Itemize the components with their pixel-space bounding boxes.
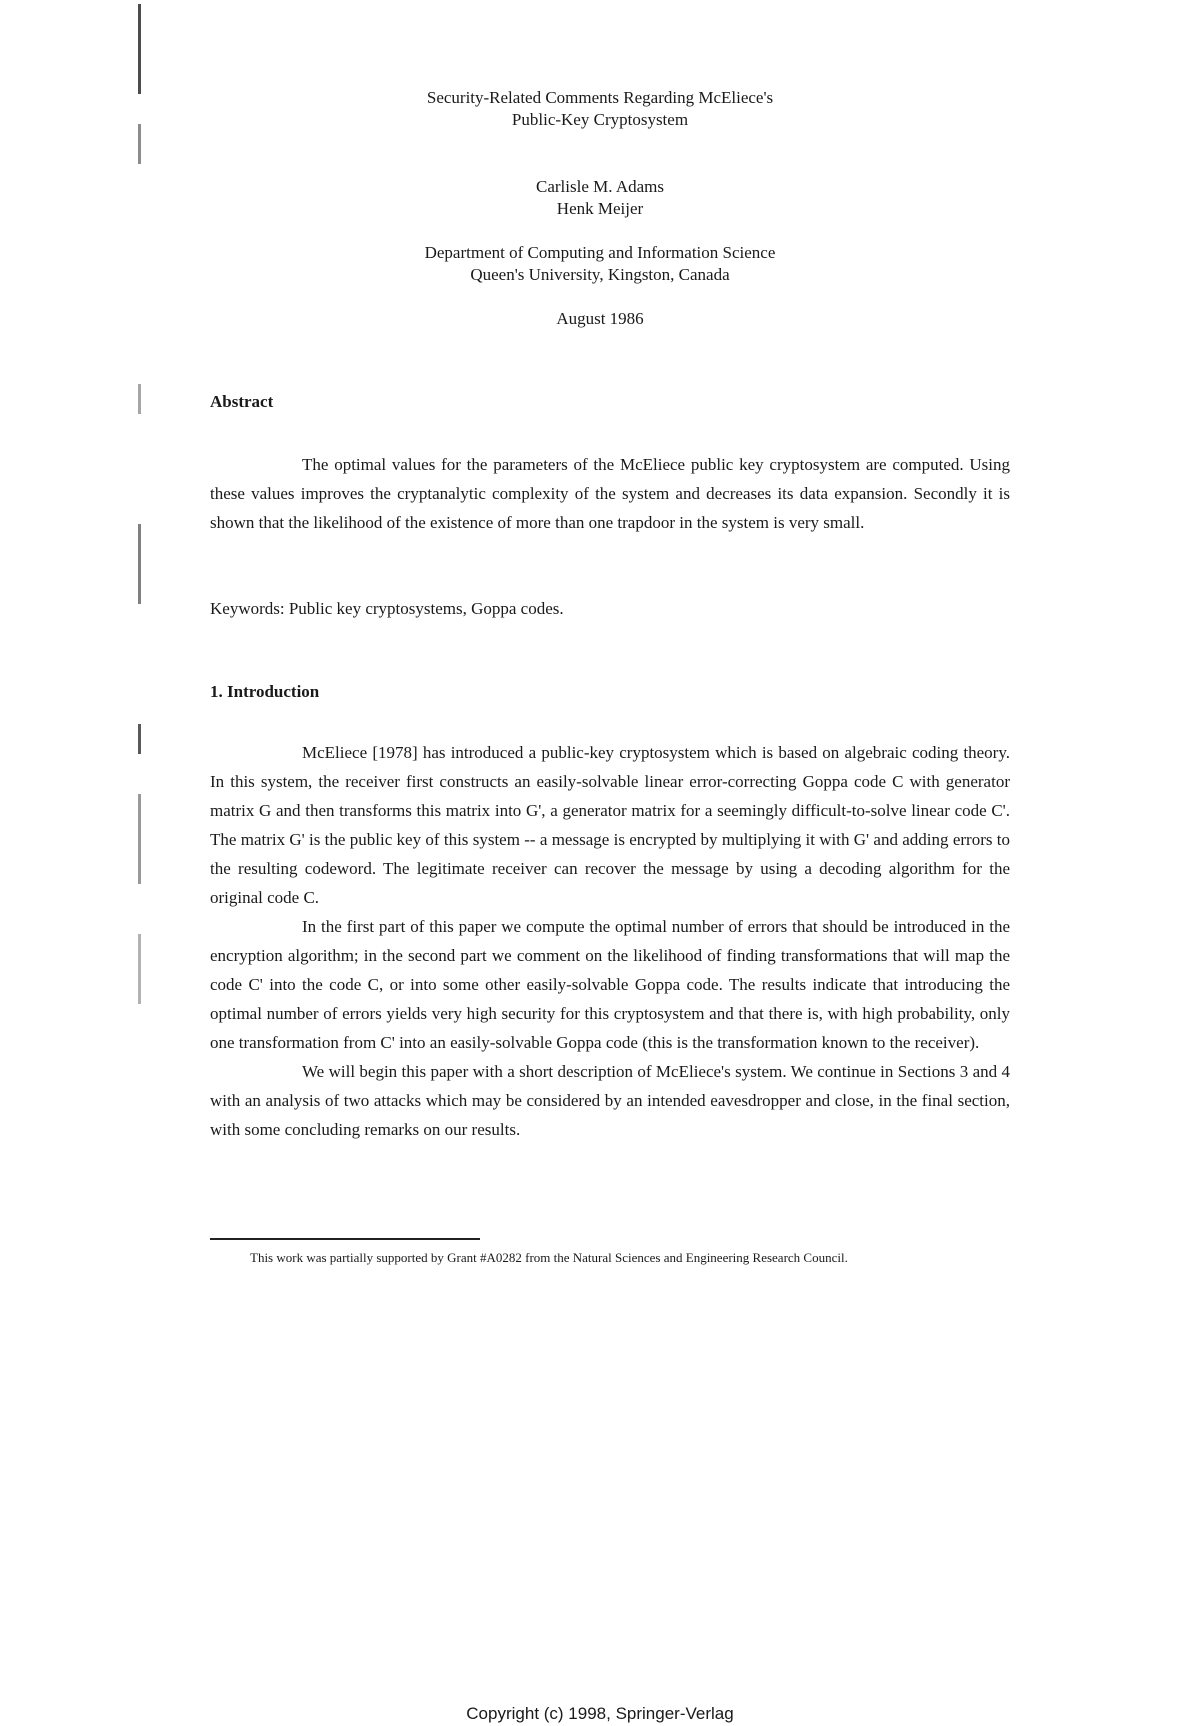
scan-edge-artifact	[138, 4, 141, 1084]
title-line-2: Public-Key Cryptosystem	[511, 110, 689, 129]
intro-paragraph-3: We will begin this paper with a short description of McEliece's system. We continue in Sections 3 and 4 with an analysis of two attacks which may be considered by an intended eavesdropper and close, in the final section, with some concluding remarks on our results.	[210, 1062, 1010, 1139]
paper-date: August 1986	[556, 309, 644, 328]
abstract-text: The optimal values for the parameters of the McEliece public key cryptosystem are computed. Using these values improves the cryptanalytic complexity of the system and decreases its data expansion. Secondly it is shown that the likelihood of the existence of more than one trapdoor in the system is very small.	[210, 455, 1010, 532]
abstract-heading: Abstract	[210, 392, 274, 411]
affiliation-line-2: Queen's University, Kingston, Canada	[470, 265, 730, 284]
intro-paragraph-2: In the first part of this paper we compute the optimal number of errors that should be introduced in the encryption algorithm; in the second part we comment on the likelihood of finding transformations that will map the code C' into the code C, or into some other easily-solvable Goppa code. The results indicate that introducing the optimal number of errors yields very high security for this cryptosystem and that there is, with high probability, only one transformation from C' into an easily-solvable Goppa code (this is the transformation known to the receiver).	[210, 917, 1010, 1052]
title-line-1: Security-Related Comments Regarding McEliece's	[426, 88, 774, 107]
footnote-rule	[210, 1238, 480, 1240]
paper-title	[0, 87, 1200, 131]
affiliation-line-1: Department of Computing and Information Science	[424, 243, 776, 262]
abstract-body	[210, 450, 1010, 537]
authors	[0, 176, 1200, 220]
author-2: Henk Meijer	[556, 199, 644, 218]
footnote: This work was partially supported by Grant #A0282 from the Natural Sciences and Engineering Research Council.	[250, 1250, 848, 1265]
affiliation	[0, 242, 1200, 286]
introduction-body	[210, 738, 1010, 1144]
intro-paragraph-1: McEliece [1978] has introduced a public-key cryptosystem which is based on algebraic coding theory. In this system, the receiver first constructs an easily-solvable linear error-correcting Goppa code C with generator matrix G and then transforms this matrix into G', a generator matrix for a seemingly difficult-to-solve linear code C'. The matrix G' is the public key of this system -- a message is encrypted by multiplying it with G' and adding errors to the resulting codeword. The legitimate receiver can recover the message by using a decoding algorithm for the original code C.	[210, 743, 1010, 907]
author-1: Carlisle M. Adams	[536, 177, 664, 196]
introduction-heading: 1. Introduction	[210, 682, 320, 701]
copyright-notice: Copyright (c) 1998, Springer-Verlag	[466, 1704, 734, 1723]
keywords: Keywords: Public key cryptosystems, Goppa codes.	[210, 599, 564, 618]
